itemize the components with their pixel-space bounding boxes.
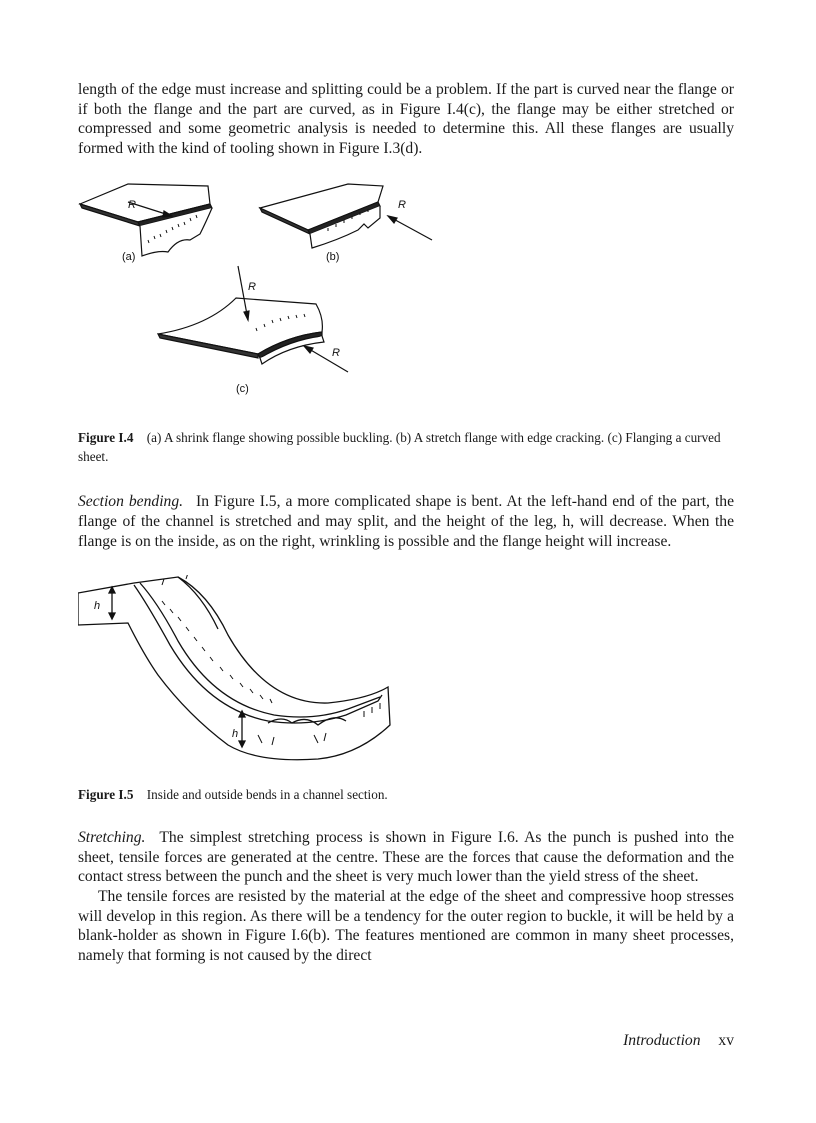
figure-i5-caption-label: Figure I.5 — [78, 787, 134, 803]
figure-i4-radius-label-b: R — [398, 199, 406, 212]
figure-i4-radius-label-c2: R — [332, 347, 340, 360]
paragraph-section-bending — [78, 492, 734, 551]
stretching-text: The simplest stretching process is shown in Figure I.6. As the punch is pushed into the sheet, tensile forces are generated at the centre. These are the forces that cause the deformation and the contact stress between the punch and the sheet is very much lower than the yield stress of the sheet. — [78, 829, 734, 886]
figure-i4-part-c-label: (c) — [236, 383, 249, 396]
figure-i4-part-b-label: (b) — [326, 251, 340, 264]
figure-i4-radius-label-a: R — [128, 199, 136, 212]
section-bending-heading: Section bending. — [78, 493, 184, 511]
paragraph-tensile-forces: The tensile forces are resisted by the material at the edge of the sheet and compressive hoop stresses will develop in this region. As there will be a tendency for the outer region to buckle, it will be held by a blank-holder as shown in Figure I.6(b). The features mentioned are common in many sheet processes, namely that forming is not caused by the direct — [78, 887, 734, 964]
running-title: Introduction — [623, 1032, 701, 1049]
figure-i4-caption — [78, 428, 734, 466]
figure-i4-drawing — [78, 178, 734, 428]
page-number: xv — [718, 1032, 734, 1049]
figure-i4-part-a-label: (a) — [122, 251, 136, 264]
figure-i5-height-label-right: h — [232, 728, 239, 741]
figure-i5-caption-text: Inside and outside bends in a channel section. — [146, 787, 388, 803]
section-bending-text: In Figure I.5, a more complicated shape is bent. At the left-hand end of the part, the flange of the channel is stretched and may split, and the height of the leg, h, will decrease. When the flange is on the inside, as on the right, wrinkling is possible and the flange height will increase. — [78, 493, 734, 550]
page-content — [78, 80, 734, 965]
figure-i5-drawing — [78, 575, 734, 785]
page-footer — [623, 1032, 734, 1050]
figure-i4-caption-label: Figure I.4 — [78, 430, 134, 446]
figure-i4-radius-label-c1: R — [248, 281, 256, 294]
stretching-heading: Stretching. — [78, 829, 146, 847]
figure-i4-caption-text: (a) A shrink flange showing possible buckling. (b) A stretch flange with edge cracking. (c) Flanging a curved sheet. — [78, 430, 721, 465]
paragraph-stretching — [78, 828, 734, 887]
paragraph-intro: length of the edge must increase and splitting could be a problem. If the part is curved near the flange or if both the flange and the part are curved, as in Figure I.4(c), the flange may be either stretched or compressed and some geometric analysis is needed to determine this. All these flanges are usually formed with the kind of tooling shown in Figure I.3(d). — [78, 81, 734, 157]
figure-i5-caption — [78, 785, 734, 804]
figure-i5-height-label-left: h — [94, 600, 101, 613]
figure-i4 — [78, 178, 734, 428]
figure-i5 — [78, 575, 734, 785]
